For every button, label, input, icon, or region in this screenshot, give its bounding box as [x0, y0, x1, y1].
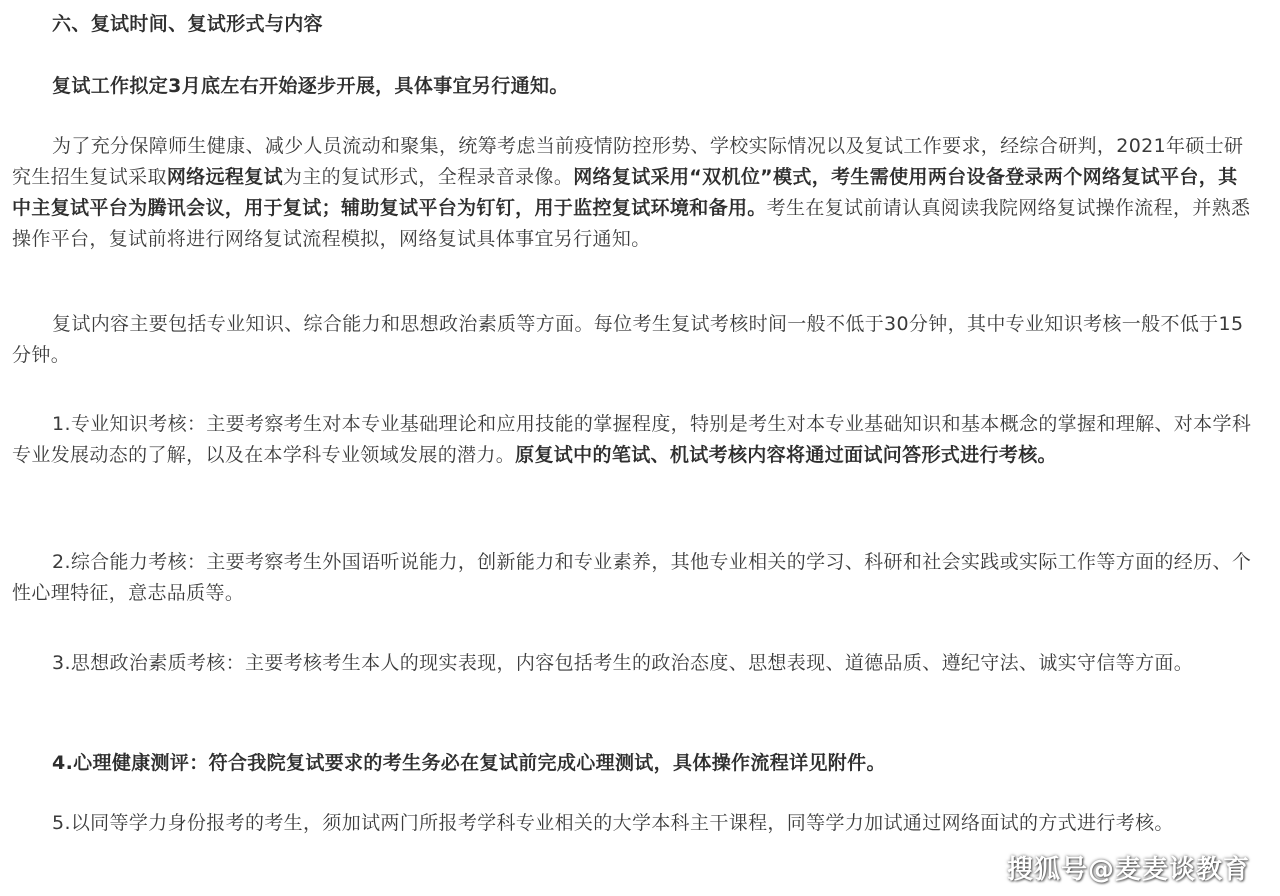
remote-format-text-1: 为了充分保障师生健康、减少人员流动和聚集，统筹考虑当前疫情防控形势、学校实际情况以及复试工作要求，经综合研判，2021年硕士研究生招生复试采取: [12, 135, 1244, 188]
paragraph-professional-knowledge: [12, 409, 1256, 471]
section-heading-text: 六、复试时间、复试形式与内容: [52, 13, 323, 35]
remote-format-bold-1: 网络远程复试: [166, 166, 283, 188]
paragraph-comprehensive-ability: [12, 547, 1256, 609]
political-quality-text: 3.思想政治素质考核：主要考核考生本人的现实表现，内容包括考生的政治态度、思想表现、道德品质、遵纪守法、诚实守信等方面。: [52, 652, 1194, 674]
paragraph-content-overview: [12, 309, 1256, 371]
content-overview-text: 复试内容主要包括专业知识、综合能力和思想政治素质等方面。每位考生复试考核时间一般不低于30分钟，其中专业知识考核一般不低于15分钟。: [12, 313, 1244, 366]
paragraph-schedule: [12, 71, 1256, 102]
remote-format-text-3: 考生在复试前请认真阅读我院网络复试操作流程，并熟悉操作平台，复试前将进行网络复试流程模拟，网络复试具体事宜另行通知。: [12, 197, 1251, 250]
mental-health-text: 4.心理健康测评：符合我院复试要求的考生务必在复试前完成心理测试，具体操作流程详见附件。: [52, 752, 886, 774]
sohu-watermark: 搜狐号@麦麦谈教育: [1006, 855, 1250, 885]
paragraph-equivalent-education: [12, 808, 1256, 839]
equivalent-education-text: 5.以同等学力身份报考的考生，须加试两门所报考学科专业相关的大学本科主干课程，同等学力加试通过网络面试的方式进行考核。: [52, 812, 1174, 834]
schedule-text: 复试工作拟定3月底左右开始逐步开展，具体事宜另行通知。: [52, 75, 569, 97]
comprehensive-ability-text: 2.综合能力考核：主要考察考生外国语听说能力，创新能力和专业素养，其他专业相关的学习、科研和社会实践或实际工作等方面的经历、个性心理特征，意志品质等。: [12, 551, 1252, 604]
professional-knowledge-bold: 原复试中的笔试、机试考核内容将通过面试问答形式进行考核。: [515, 444, 1057, 466]
remote-format-bold-2: 网络复试采用“双机位”模式，考生需使用两台设备登录两个网络复试平台，其中主复试平台为腾讯会议，用于复试；辅助复试平台为钉钉，用于监控复试环境和备用。: [12, 166, 1238, 219]
paragraph-political-quality: [12, 648, 1256, 679]
remote-format-text-2: 为主的复试形式，全程录音录像。: [282, 166, 574, 188]
section-heading: [12, 9, 1256, 40]
professional-knowledge-text: 1.专业知识考核：主要考察考生对本专业基础理论和应用技能的掌握程度，特别是考生对本专业基础知识和基本概念的掌握和理解、对本学科专业发展动态的了解，以及在本学科专业领域发展的潜力。: [12, 413, 1252, 466]
paragraph-remote-format: [12, 131, 1256, 255]
paragraph-mental-health: [12, 748, 1256, 779]
